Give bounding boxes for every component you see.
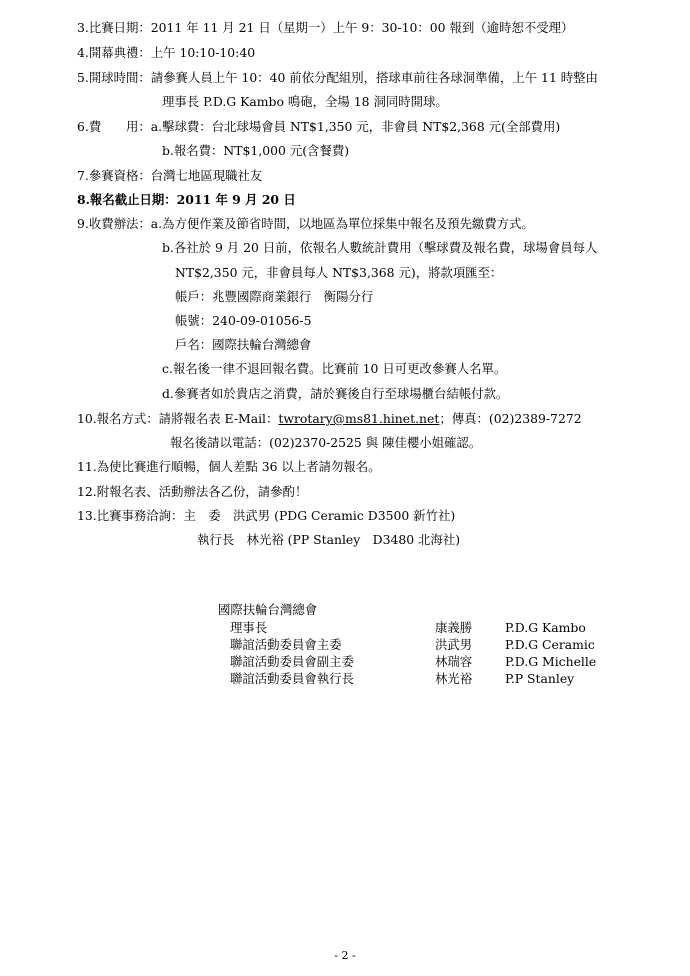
signature-title: 理事長: [230, 620, 268, 635]
signature-row: [0, 637, 690, 653]
item-7-eligibility: 7.參賽資格：台灣七地區現職社友: [77, 168, 263, 183]
signature-name: 康義勝: [435, 620, 473, 635]
signature-name: 洪武男: [435, 637, 473, 652]
page-number: - 2 -: [334, 949, 356, 962]
signature-row: [0, 620, 690, 636]
item-11-handicap: 11.為使比賽進行順暢，個人差點 36 以上者請勿報名。: [77, 459, 381, 474]
item-9-account-number: 帳號：240-09-01056-5: [175, 313, 312, 328]
item-10-registration-method: [77, 411, 582, 427]
item-9-payment-a: 9.收費辦法：a.為方便作業及節省時間，以地區為單位採集中報名及預先繳費方式。: [77, 216, 534, 231]
signature-rotary-name: P.P Stanley: [505, 671, 575, 686]
item-10-prefix: 10.報名方式：請將報名表 E-Mail：: [77, 411, 279, 426]
signature-row: [0, 671, 690, 687]
signature-row: [0, 654, 690, 670]
registration-email-link[interactable]: twrotary@ms81.hinet.net: [278, 411, 440, 426]
signature-name: 林瑞容: [435, 654, 473, 669]
item-9-payment-d: d.參賽者如於貴店之消費，請於賽後自行至球場櫃台結帳付款。: [162, 386, 509, 401]
item-12-attachments: 12.附報名表、活動辦法各乙份，請參酌！: [77, 484, 308, 499]
item-9-account-name: 戶名：國際扶輪台灣總會: [175, 337, 312, 352]
signature-title: 聯誼活動委員會副主委: [230, 654, 354, 669]
item-13-contact-line-2: 執行長 林光裕 (PP Stanley D3480 北海社): [197, 532, 461, 547]
item-9-payment-c: c.報名後一律不退回報名費。比賽前 10 日可更改參賽人名單。: [162, 361, 507, 376]
item-4-opening-ceremony: 4.開幕典禮：上午 10:10-10:40: [77, 45, 256, 60]
item-9-payment-b-line-1: b.各社於 9 月 20 日前，依報名人數統計費用（擊球費及報名費，球場會員每人: [162, 240, 598, 255]
signature-title: 聯誼活動委員會執行長: [230, 671, 354, 686]
signature-name: 林光裕: [435, 671, 473, 686]
item-6-fees-line-2: b.報名費：NT$1,000 元(含餐費): [162, 143, 350, 158]
signature-title: 聯誼活動委員會主委: [230, 637, 342, 652]
item-5-tee-time-line-1: 5.開球時間：請參賽人員上午 10：40 前依分配組別，搭球車前往各球洞準備，上午 11 時整由: [77, 70, 598, 85]
item-5-tee-time-line-2: 理事長 P.D.G Kambo 鳴砲，全場 18 洞同時開球。: [162, 94, 448, 109]
item-10-fax: ；傳真：(02)2389-7272: [439, 411, 582, 426]
item-13-contact-line-1: 13.比賽事務洽詢：主 委 洪武男 (PDG Ceramic D3500 新竹社): [77, 508, 456, 523]
item-3-date: 3.比賽日期：2011 年 11 月 21 日（星期一）上午 9：30-10：00 報到（逾時恕不受理）: [77, 20, 574, 35]
item-6-fees-line-1: 6.費 用：a.擊球費：台北球場會員 NT$1,350 元，非會員 NT$2,368 元(全部費用): [77, 119, 561, 134]
item-10-confirmation: 報名後請以電話：(02)2370-2525 與 陳佳櫻小姐確認。: [170, 435, 482, 450]
signature-rotary-name: P.D.G Michelle: [505, 654, 597, 669]
item-8-registration-deadline: 8.報名截止日期：2011 年 9 月 20 日: [77, 192, 296, 207]
signature-organization: 國際扶輪台灣總會: [218, 602, 318, 617]
signature-rotary-name: P.D.G Kambo: [505, 620, 586, 635]
signature-rotary-name: P.D.G Ceramic: [505, 637, 595, 652]
item-9-payment-b-line-2: NT$2,350 元，非會員每人 NT$3,368 元)，將款項匯至：: [175, 265, 503, 280]
item-9-bank-account: 帳戶：兆豐國際商業銀行 衡陽分行: [175, 289, 374, 304]
